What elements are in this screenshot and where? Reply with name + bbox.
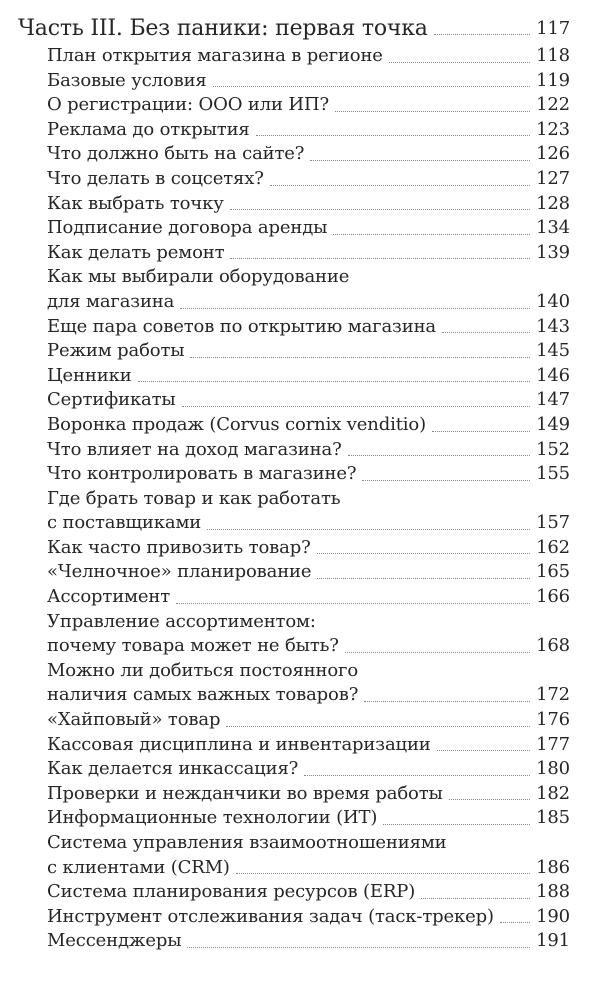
- toc-entry-page-number: 182: [536, 782, 570, 804]
- toc-entry-title: с клиентами (CRM): [47, 856, 230, 878]
- dot-leader: [500, 922, 530, 923]
- toc-entry-line: [47, 118, 570, 143]
- toc-entry-page-number: 188: [536, 881, 570, 903]
- toc-entry-title: Что влияет на доход магазина?: [47, 438, 342, 460]
- toc-entry-line: [47, 511, 570, 536]
- toc-entry-title: Что делать в соцсетях?: [47, 167, 264, 189]
- toc-entry-line: [47, 388, 570, 413]
- toc-entry: [47, 462, 570, 487]
- dot-leader: [364, 701, 530, 702]
- toc-entry-title: Еще пара советов по открытию магазина: [47, 315, 436, 337]
- dot-leader: [345, 652, 530, 653]
- toc-entry-title: Сертификаты: [47, 389, 176, 411]
- toc-entry-title: Ассортимент: [47, 586, 171, 608]
- dot-leader: [187, 947, 530, 948]
- part-page-number: 117: [536, 18, 570, 39]
- toc-entry-page-number: 147: [536, 389, 570, 411]
- toc-entry: [47, 364, 570, 389]
- toc-entry-page-number: 177: [536, 733, 570, 755]
- toc-entry-title: для магазина: [47, 290, 175, 312]
- toc-entry-title: почему товара может не быть?: [47, 635, 339, 657]
- toc-entry-line: [47, 585, 570, 610]
- toc-entry-page-number: 176: [536, 709, 570, 731]
- toc-entry-line: [47, 69, 570, 94]
- toc-entry-page-number: 140: [536, 290, 570, 312]
- toc-entry: [47, 118, 570, 143]
- toc-entry-title: Инструмент отслеживания задач (таск-трекер): [47, 905, 494, 927]
- toc-entry-page-number: 119: [536, 69, 570, 91]
- toc-entry: [47, 315, 570, 340]
- toc-entry-title: Как делается инкассация?: [47, 758, 299, 780]
- dot-leader: [190, 357, 530, 358]
- dot-leader: [138, 381, 531, 382]
- toc-entry-page-number: 152: [536, 438, 570, 460]
- toc-entry-line: [47, 659, 570, 684]
- toc-entry-title: Информационные технологии (ИТ): [47, 807, 378, 829]
- toc-entry-title: «Челночное» планирование: [47, 561, 312, 583]
- toc-entry: [47, 44, 570, 69]
- toc-entry-page-number: 180: [536, 758, 570, 780]
- toc-entry-page-number: 146: [536, 364, 570, 386]
- dot-leader: [317, 553, 531, 554]
- dot-leader: [226, 726, 530, 727]
- toc-entry: [47, 806, 570, 831]
- dot-leader: [213, 86, 530, 87]
- toc-entry-line: [47, 216, 570, 241]
- toc-entry: [47, 880, 570, 905]
- toc-entry: [47, 93, 570, 118]
- dot-leader: [389, 62, 530, 63]
- toc-entry-line: [47, 880, 570, 905]
- toc-entry-line: [47, 315, 570, 340]
- toc-entry-line: [47, 339, 570, 364]
- part-heading: [18, 15, 570, 43]
- toc-entry-title: Что должно быть на сайте?: [47, 143, 305, 165]
- dot-leader: [236, 873, 530, 874]
- toc-entry-line: [47, 265, 570, 290]
- toc-entry-title: О регистрации: ООО или ИП?: [47, 94, 330, 116]
- toc-entry-title: Как мы выбирали оборудование: [47, 266, 350, 288]
- toc-entry-page-number: 149: [536, 413, 570, 435]
- toc-entry-line: [47, 364, 570, 389]
- dot-leader: [304, 775, 530, 776]
- toc-entry: [47, 487, 570, 536]
- toc-entry-line: [47, 683, 570, 708]
- toc-entry-title: Режим работы: [47, 340, 185, 362]
- dot-leader: [270, 185, 530, 186]
- toc-entry-page-number: 157: [536, 512, 570, 534]
- toc-entry: [47, 388, 570, 413]
- dot-leader: [256, 135, 530, 136]
- toc-entry: [47, 560, 570, 585]
- toc-entry-line: [47, 831, 570, 856]
- toc-entry: [47, 241, 570, 266]
- toc-entry-line: [47, 93, 570, 118]
- toc-entry-page-number: 127: [536, 167, 570, 189]
- toc-entry-page-number: 126: [536, 143, 570, 165]
- toc-entry-page-number: 172: [536, 684, 570, 706]
- dot-leader: [442, 332, 530, 333]
- toc-entry: [47, 142, 570, 167]
- toc-entry-line: [47, 757, 570, 782]
- toc-entry: [47, 265, 570, 314]
- toc-entry-page-number: 155: [536, 463, 570, 485]
- toc-entry-page-number: 166: [536, 586, 570, 608]
- toc-entry-title: Система управления взаимоотношениями: [47, 832, 447, 853]
- toc-entry-title: Ценники: [47, 364, 132, 386]
- dot-leader: [383, 824, 530, 825]
- toc-entry-line: [47, 290, 570, 315]
- toc-entry-line: [47, 782, 570, 807]
- toc-entry-title: Система планирования ресурсов (ERP): [47, 881, 416, 903]
- dot-leader: [207, 529, 530, 530]
- toc-entry-line: [47, 438, 570, 463]
- toc-entry-title: Как делать ремонт: [47, 241, 225, 263]
- toc-entry-line: [47, 856, 570, 881]
- toc-entry: [47, 831, 570, 880]
- toc-entry-line: [47, 462, 570, 487]
- toc-entry-line: [47, 733, 570, 758]
- toc-entry: [47, 782, 570, 807]
- toc-entry: [47, 610, 570, 659]
- dot-leader: [348, 455, 530, 456]
- toc-entry-title: «Хайповый» товар: [47, 709, 221, 731]
- toc-entry-title: Как часто привозить товар?: [47, 536, 311, 558]
- dot-leader: [230, 258, 530, 259]
- toc-entry: [47, 757, 570, 782]
- toc-entry: [47, 585, 570, 610]
- toc-entry: [47, 167, 570, 192]
- toc-entry-title: Мессенджеры: [47, 930, 182, 952]
- dot-leader: [432, 431, 530, 432]
- toc-entry-title: Где брать товар и как работать: [47, 487, 341, 509]
- toc-entry-title: Базовые условия: [47, 69, 207, 91]
- toc-entry-page-number: 134: [536, 217, 570, 239]
- toc-entry-title: Управление ассортиментом:: [47, 610, 316, 632]
- toc-entry-title: Кассовая дисциплина и инвентаризации: [47, 733, 431, 755]
- toc-entry: [47, 659, 570, 708]
- toc-entry-line: [47, 413, 570, 438]
- toc-entry-line: [47, 536, 570, 561]
- dot-leader: [449, 799, 530, 800]
- toc-entry-page-number: 190: [536, 905, 570, 927]
- toc-entry-title: Подписание договора аренды: [47, 217, 328, 239]
- part-title: Часть III. Без паники: первая точка: [18, 16, 428, 41]
- dot-leader: [317, 578, 530, 579]
- toc-entry-title: Как выбрать точку: [47, 192, 224, 214]
- dot-leader: [335, 111, 530, 112]
- toc-entry: [47, 438, 570, 463]
- toc-entry-line: [47, 142, 570, 167]
- toc-entry-title: с поставщиками: [47, 512, 202, 534]
- dot-leader: [180, 308, 530, 309]
- toc-entry-line: [47, 610, 570, 635]
- toc-entry-title: Воронка продаж (Corvus cornix venditio): [47, 413, 426, 435]
- toc-entry-line: [47, 929, 570, 954]
- toc-entry: [47, 733, 570, 758]
- dot-leader: [230, 209, 530, 210]
- toc-entry-line: [47, 487, 570, 512]
- toc-entry-title: План открытия магазина в регионе: [47, 45, 383, 66]
- toc-entry-page-number: 168: [536, 635, 570, 657]
- toc-entry-line: [47, 167, 570, 192]
- toc-entry-page-number: 118: [536, 45, 570, 66]
- toc-entry-page-number: 186: [536, 856, 570, 878]
- dot-leader: [310, 160, 530, 161]
- toc-entry-title: Можно ли добиться постоянного: [47, 659, 359, 681]
- toc-entry-title: Что контролировать в магазине?: [47, 463, 357, 485]
- toc-entry-line: [47, 241, 570, 266]
- toc-entry-line: [47, 560, 570, 585]
- toc-entry-page-number: 122: [536, 94, 570, 116]
- toc-entry-page-number: 128: [536, 192, 570, 214]
- toc-entry: [47, 192, 570, 217]
- toc-entry: [47, 708, 570, 733]
- toc-entry-line: [47, 44, 570, 69]
- toc-entry-line: [47, 708, 570, 733]
- toc-entry-line: [47, 192, 570, 217]
- toc-entry-title: Проверки и нежданчики во время работы: [47, 782, 443, 804]
- toc-entry-title: Реклама до открытия: [47, 118, 250, 140]
- toc-entry: [47, 69, 570, 94]
- toc-entry-page-number: 162: [536, 536, 570, 558]
- dot-leader: [182, 406, 530, 407]
- toc-entry-page-number: 123: [536, 118, 570, 140]
- toc-entry-page-number: 165: [536, 561, 570, 583]
- toc-entry-page-number: 191: [536, 930, 570, 952]
- toc-entry-line: [47, 634, 570, 659]
- toc-entries: [47, 44, 570, 954]
- toc-entry: [47, 929, 570, 954]
- toc-entry-page-number: 185: [536, 807, 570, 829]
- toc-entry: [47, 413, 570, 438]
- toc-entry: [47, 216, 570, 241]
- toc-entry: [47, 339, 570, 364]
- toc-entry: [47, 905, 570, 930]
- dot-leader: [434, 34, 531, 35]
- toc-entry-line: [47, 806, 570, 831]
- toc-entry-page-number: 143: [536, 315, 570, 337]
- toc-entry: [47, 536, 570, 561]
- toc-entry-page-number: 145: [536, 340, 570, 362]
- dot-leader: [176, 603, 530, 604]
- dot-leader: [421, 898, 530, 899]
- dot-leader: [362, 480, 530, 481]
- toc-entry-line: [47, 905, 570, 930]
- dot-leader: [437, 750, 530, 751]
- toc-entry-page-number: 139: [536, 241, 570, 263]
- dot-leader: [333, 234, 530, 235]
- toc-entry-title: наличия самых важных товаров?: [47, 684, 359, 706]
